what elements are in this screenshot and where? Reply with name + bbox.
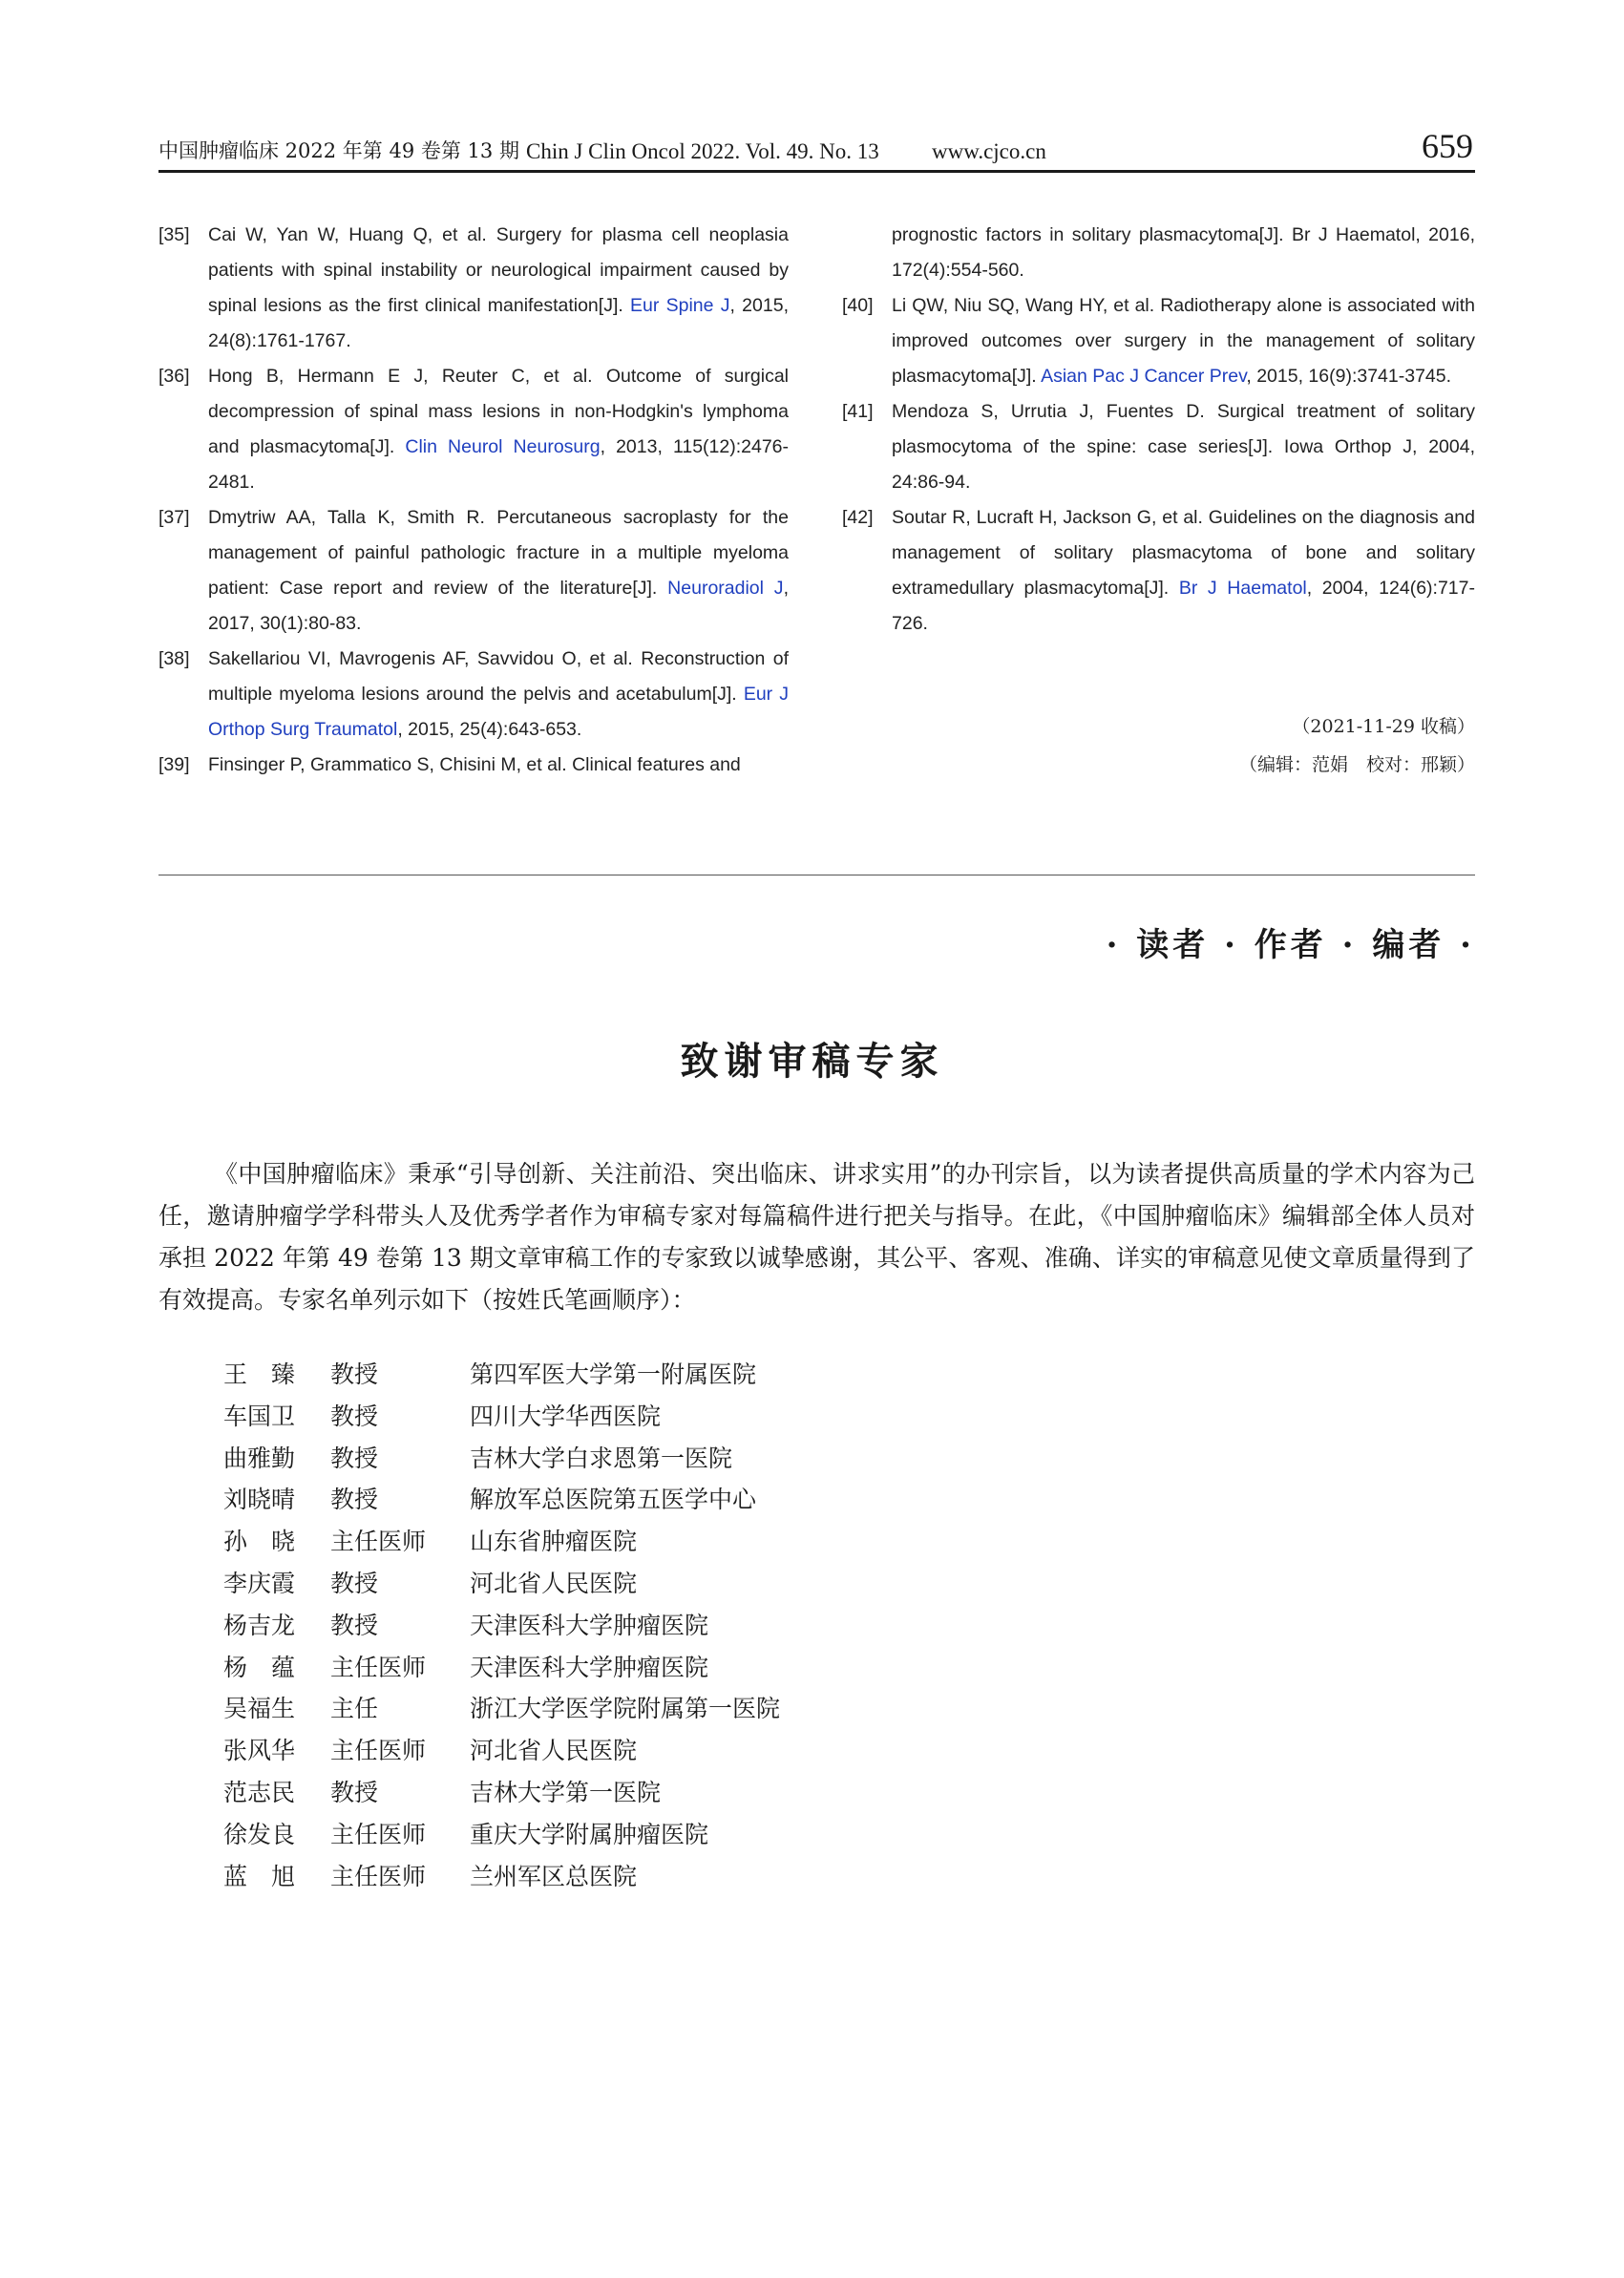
reference-text: prognostic factors in solitary plasmacytoma[J]. xyxy=(892,224,1292,245)
reference-item xyxy=(158,748,789,783)
expert-title: 主任医师 xyxy=(330,1737,427,1765)
reference-text: Soutar R, Lucraft H, Jackson G, et al. Guidelines on the diagnosis and management of solitary plasmacytoma of bone and solitary extramedullary plasmacytoma[J]. xyxy=(892,507,1475,599)
journal-link[interactable]: Eur J Orthop Surg Traumatol xyxy=(208,684,790,740)
expert-institution: 天津医科大学肿瘤医院 xyxy=(470,1611,709,1639)
reference-item xyxy=(158,218,789,359)
expert-name: 李庆霞 xyxy=(223,1569,296,1597)
expert-title: 主任医师 xyxy=(330,1862,427,1890)
reference-item xyxy=(158,359,789,500)
reference-continuation xyxy=(842,218,1475,288)
reference-number: [41] xyxy=(842,401,874,422)
running-header xyxy=(158,128,1475,172)
expert-name: 杨吉龙 xyxy=(223,1611,296,1639)
expert-institution: 河北省人民医院 xyxy=(470,1737,638,1765)
expert-title: 教授 xyxy=(330,1569,379,1597)
journal-link[interactable]: Neuroradiol J xyxy=(667,578,784,599)
expert-name: 曲雅勤 xyxy=(223,1444,296,1472)
editor-credits: （编辑：范娟 校对：邢颖） xyxy=(1238,754,1475,775)
expert-name: 蓝 旭 xyxy=(223,1862,296,1890)
journal-link[interactable]: Clin Neurol Neurosurg xyxy=(405,436,601,457)
expert-title: 教授 xyxy=(330,1444,379,1472)
reference-number: [38] xyxy=(158,648,190,669)
expert-institution: 四川大学华西医院 xyxy=(470,1402,662,1430)
expert-name: 刘晓晴 xyxy=(223,1486,296,1514)
acknowledgement-intro: 《中国肿瘤临床》秉承“引导创新、关注前沿、突出临床、讲求实用”的办刊宗旨，以为读者提供高质量的学术内容为己任，邀请肿瘤学学科带头人及优秀学者作为审稿专家对每篇稿件进行把关与指导。在此，《中国肿瘤临床》编辑部全体人员对承担 2022 年第 49 卷第 13 期文章审稿工作的专家致以诚挚感谢，其公平、客观、准确、详实的审稿意见使文章质量得到了有效提高。专家名单列示如下（按姓氏笔画顺序）： xyxy=(158,1160,1475,1314)
expert-name: 杨 蕴 xyxy=(223,1653,296,1681)
acknowledgement-title: 致谢审稿专家 xyxy=(680,1039,944,1084)
expert-title: 教授 xyxy=(330,1402,379,1430)
expert-name: 徐发良 xyxy=(223,1820,296,1848)
expert-institution: 兰州军区总医院 xyxy=(470,1862,638,1890)
received-date: （2021-11-29 收稿） xyxy=(1292,716,1475,737)
expert-institution: 浙江大学医学院附属第一医院 xyxy=(470,1695,781,1723)
journal-link[interactable]: Br J Haematol xyxy=(1291,224,1416,245)
expert-title: 主任医师 xyxy=(330,1653,427,1681)
section-label: · 读者 · 作者 · 编者 · xyxy=(1106,926,1475,964)
reference-item xyxy=(842,288,1475,394)
expert-institution: 第四军医大学第一附属医院 xyxy=(470,1360,757,1388)
reference-number: [35] xyxy=(158,224,190,245)
journal-title-cn: 中国肿瘤临床 2022 年第 49 卷第 13 期 xyxy=(158,139,519,162)
header-rule xyxy=(158,170,1475,173)
journal-link[interactable]: Eur Spine J xyxy=(630,295,730,316)
reference-text: Cai W, Yan W, Huang Q, et al. Surgery for plasma cell neoplasia patients with spinal instability or neurological impairment caused by spinal lesions as the first clinical manifestation[J]. xyxy=(208,224,789,316)
references-left-column xyxy=(158,218,789,783)
journal-url: www.cjco.cn xyxy=(932,139,1046,163)
expert-name: 范志民 xyxy=(223,1778,296,1806)
reference-number: [36] xyxy=(158,366,190,387)
expert-name: 张风华 xyxy=(223,1737,296,1765)
expert-name: 王 臻 xyxy=(223,1360,296,1388)
reference-item xyxy=(842,500,1475,642)
expert-title: 教授 xyxy=(330,1778,379,1806)
expert-institution: 吉林大学第一医院 xyxy=(470,1778,662,1806)
reference-tail: , 2017, 30(1):80-83. xyxy=(208,578,789,634)
reference-item xyxy=(158,500,789,642)
reference-text: Dmytriw AA, Talla K, Smith R. Percutaneous sacroplasty for the management of painful pathologic fracture in a multiple myeloma patient: Case report and review of the literature[J]. xyxy=(208,507,789,599)
references-right-column xyxy=(842,218,1475,642)
expert-name: 孙 晓 xyxy=(223,1528,296,1556)
reference-tail: , 2015, 24(8):1761-1767. xyxy=(208,295,789,351)
expert-title: 主任 xyxy=(330,1695,379,1723)
expert-title: 教授 xyxy=(330,1611,379,1639)
reference-item xyxy=(842,394,1475,500)
reference-tail: , 2016, 172(4):554-560. xyxy=(892,224,1475,281)
journal-title-en: Chin J Clin Oncol 2022. Vol. 49. No. 13 xyxy=(526,139,879,163)
reference-tail: , 2013, 115(12):2476-2481. xyxy=(208,436,790,493)
expert-name: 吴福生 xyxy=(223,1695,296,1723)
reference-text: Mendoza S, Urrutia J, Fuentes D. Surgical treatment of solitary plasmocytoma of the spine: case series[J]. Iowa Orthop J, 2004, 24:86-94. xyxy=(892,401,1475,493)
reference-text: Sakellariou VI, Mavrogenis AF, Savvidou O, et al. Reconstruction of multiple myeloma lesions around the pelvis and acetabulum[J]. xyxy=(208,648,789,705)
expert-title: 主任医师 xyxy=(330,1528,427,1556)
reference-tail: , 2015, 25(4):643-653. xyxy=(397,719,582,740)
reference-tail: , 2015, 16(9):3741-3745. xyxy=(1246,366,1452,387)
journal-link[interactable]: Asian Pac J Cancer Prev xyxy=(1041,366,1247,387)
reference-text: Li QW, Niu SQ, Wang HY, et al. Radiotherapy alone is associated with improved outcomes over surgery in the management of solitary plasmacytoma[J]. xyxy=(892,295,1475,387)
expert-institution: 解放军总医院第五医学中心 xyxy=(470,1486,757,1514)
reference-number: [42] xyxy=(842,507,874,528)
expert-institution: 重庆大学附属肿瘤医院 xyxy=(470,1820,709,1848)
expert-title: 教授 xyxy=(330,1486,379,1514)
reference-number: [40] xyxy=(842,295,874,316)
expert-name: 车国卫 xyxy=(223,1402,296,1430)
reference-number: [37] xyxy=(158,507,190,528)
expert-institution: 天津医科大学肿瘤医院 xyxy=(470,1653,709,1681)
journal-link[interactable]: Br J Haematol xyxy=(1178,578,1307,599)
expert-title: 主任医师 xyxy=(330,1820,427,1848)
expert-title: 教授 xyxy=(330,1360,379,1388)
expert-institution: 河北省人民医院 xyxy=(470,1569,638,1597)
reference-number: [39] xyxy=(158,754,190,775)
reference-item xyxy=(158,642,789,748)
reference-text: Hong B, Hermann E J, Reuter C, et al. Outcome of surgical decompression of spinal mass lesions in non-Hodgkin's lymphoma and plasmacytoma[J]. xyxy=(208,366,789,457)
expert-institution: 山东省肿瘤医院 xyxy=(470,1528,638,1556)
page-number: 659 xyxy=(1422,127,1473,165)
reference-text: Finsinger P, Grammatico S, Chisini M, et al. Clinical features and xyxy=(208,754,741,775)
expert-institution: 吉林大学白求恩第一医院 xyxy=(470,1444,733,1472)
reference-tail: , 2004, 124(6):717-726. xyxy=(892,578,1475,634)
